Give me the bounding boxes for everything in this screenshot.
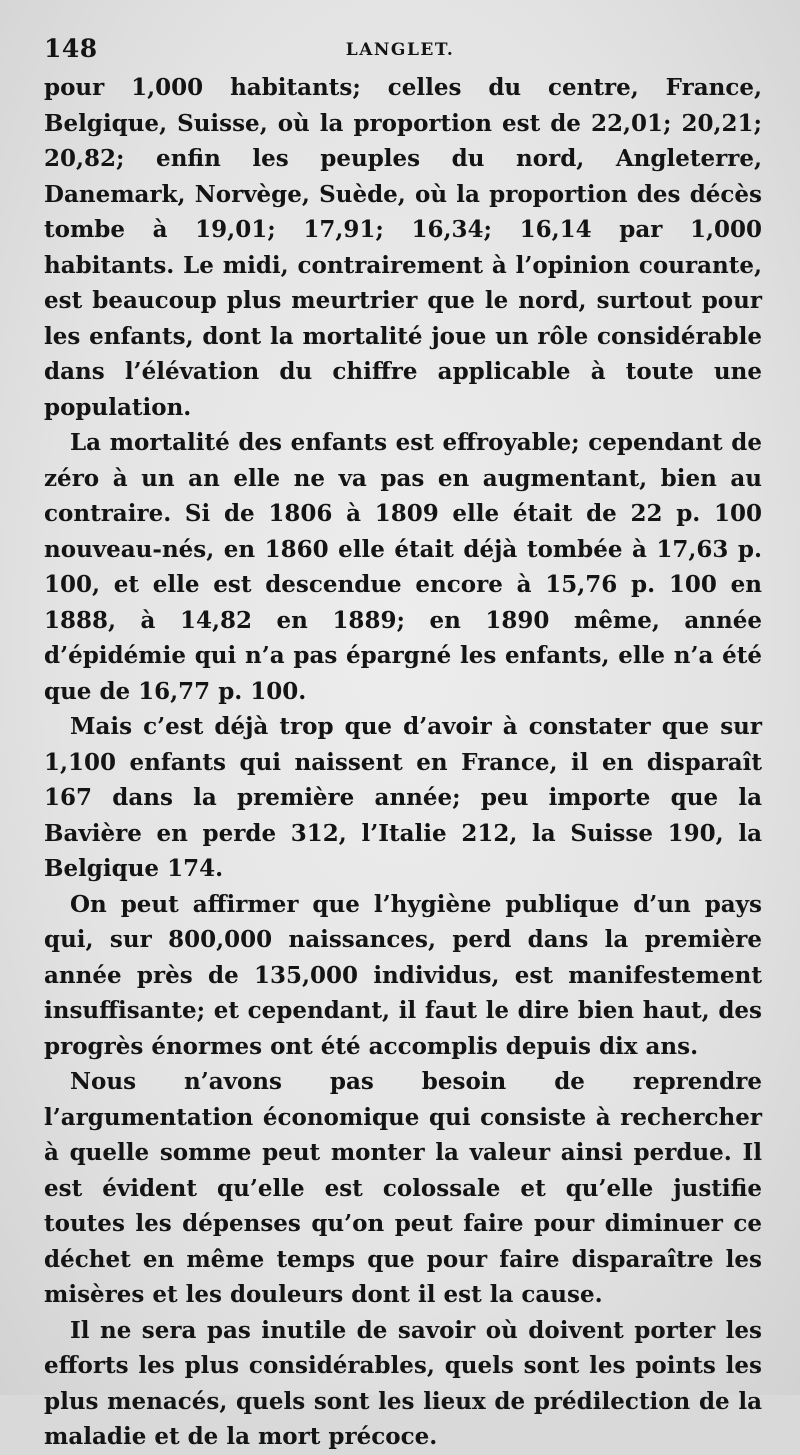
- paragraph: Il ne sera pas inutile de savoir où doivent porter les efforts les plus considérables, quels sont les points les plus menacés, quels sont les lieux de prédilection de la maladie et de la mort précoce.: [44, 1316, 762, 1450]
- page-body: [44, 70, 762, 1455]
- paragraph: Mais c’est déjà trop que d’avoir à constater que sur 1,100 enfants qui naissent en France, il en disparaît 167 dans la première année; peu importe que la Bavière en perde 312, l’Italie 212, la Suisse 190, la Belgique 174.: [44, 713, 762, 882]
- page-number: 148: [44, 34, 98, 63]
- page-header: [44, 34, 756, 68]
- paragraph: On peut affirmer que l’hygiène publique d’un pays qui, sur 800,000 naissances, perd dans la première année près de 135,000 individus, est manifestement insuffisante; et cependant, il faut le dire bien haut, des progrès énormes ont été accomplis depuis dix ans.: [44, 890, 762, 1060]
- paragraph: La mortalité des enfants est effroyable; cependant de zéro à un an elle ne va pas en augmentant, bien au contraire. Si de 1806 à 1809 elle était de 22 p. 100 nouveau-nés, en 1860 elle était déjà tombée à 17,63 p. 100, et elle est descendue encore à 15,76 p. 100 en 1888, à 14,82 en 1889; en 1890 même, année d’épidémie qui n’a pas épargné les enfants, elle n’a été que de 16,77 p. 100.: [44, 429, 762, 705]
- paragraph: pour 1,000 habitants; celles du centre, France, Belgique, Suisse, où la proportion est de 22,01; 20,21; 20,82; enfin les peuples du nord, Angleterre, Danemark, Norvège, Suède, où la proportion des décès tombe à 19,01; 17,91; 16,34; 16,14 par 1,000 habitants. Le midi, contrairement à l’opinion courante, est beaucoup plus meurtrier que le nord, surtout pour les enfants, dont la mortalité joue un rôle considérable dans l’élévation du chiffre applicable à toute une population.: [44, 74, 762, 421]
- paragraph: Nous n’avons pas besoin de reprendre l’argumentation économique qui consiste à rechercher à quelle somme peut monter la valeur ainsi perdue. Il est évident qu’elle est colossale et qu’elle justifie toutes les dépenses qu’on peut faire pour diminuer ce déchet en même temps que pour faire disparaître les misères et les douleurs dont il est la cause.: [44, 1068, 762, 1308]
- running-head: LANGLET.: [345, 40, 455, 60]
